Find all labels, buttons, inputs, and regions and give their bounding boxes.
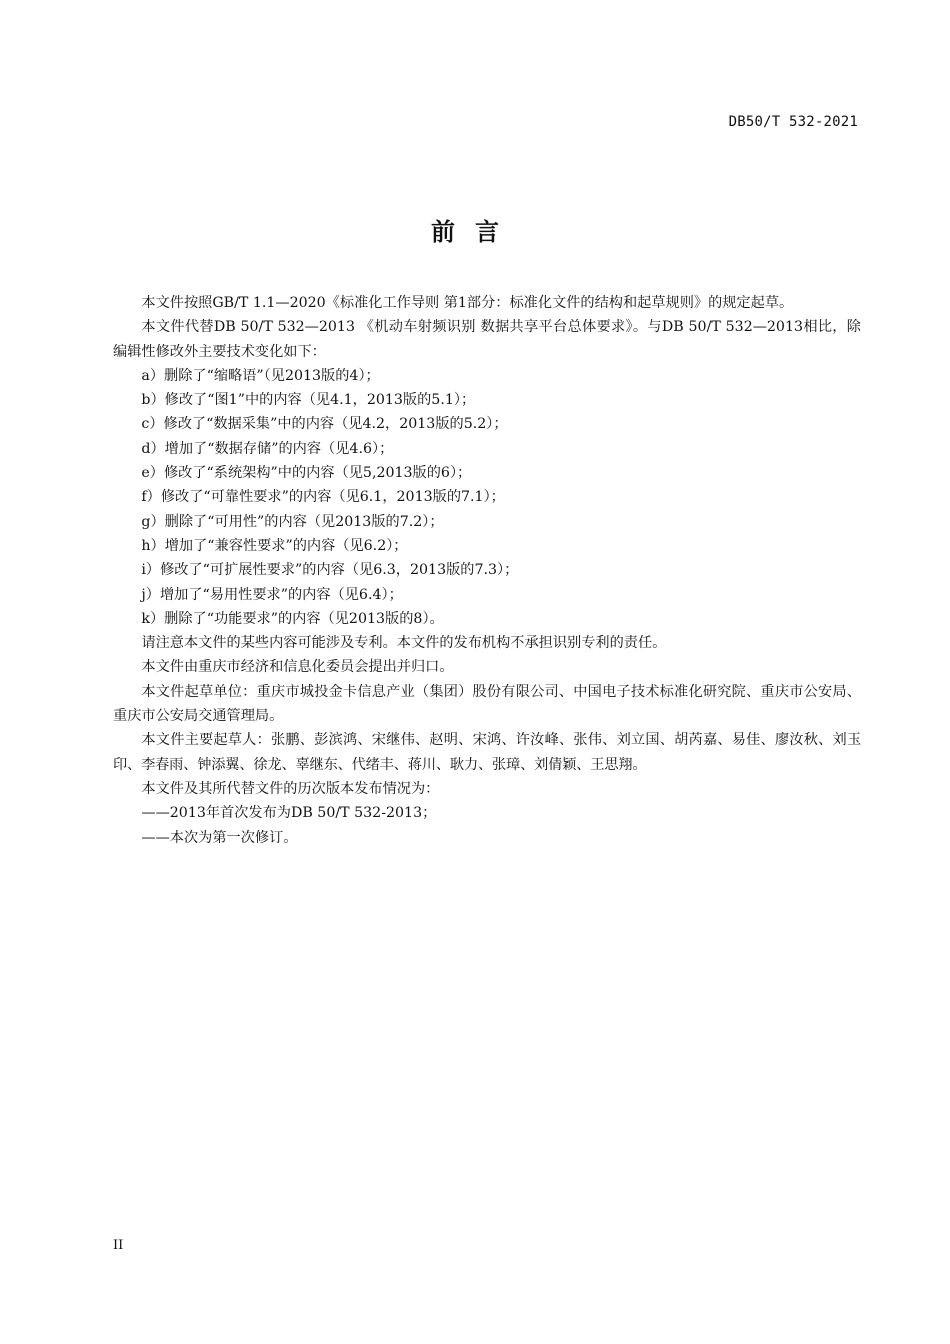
list-item: j）增加了“易用性要求”的内容（见6.4）； [141, 586, 403, 603]
basis-paragraph: 本文件按照GB/T 1.1—2020《标准化工作导则 第1部分：标准化文件的结构和起草规则》的规定起草。 [141, 295, 794, 311]
history-item: ——2013年首次发布为DB 50/T 532-2013； [141, 805, 437, 822]
drafting-units-paragraph: 本文件起草单位：重庆市城投金卡信息产业（集团）股份有限公司、中国电子技术标准化研究院、重庆市公安局、重庆市公安局交通管理局。 [113, 683, 861, 725]
list-item: i）修改了“可扩展性要求”的内容（见6.3，2013版的7.3）； [141, 562, 519, 579]
list-item: b）修改了“图1”中的内容（见4.1，2013版的5.1）； [141, 392, 476, 409]
list-item: d）增加了“数据存储”的内容（见4.6）； [141, 440, 394, 457]
replaces-paragraph: 本文件代替DB 50/T 532—2013 《机动车射频识别 数据共享平台总体要求》。与DB 50/T 532—2013相比，除编辑性修改外主要技术变化如下： [113, 319, 861, 360]
list-item: c）修改了“数据采集”中的内容（见4.2，2013版的5.2）； [141, 416, 508, 433]
list-item: k）删除了“功能要求”的内容（见2013版的8）。 [141, 610, 444, 627]
section-title: 前言 [431, 218, 519, 246]
list-item: e）修改了“系统架构”中的内容（见5,2013版的6）； [141, 465, 472, 482]
proposer-paragraph: 本文件由重庆市经济和信息化委员会提出并归口。 [141, 659, 454, 676]
drafters-paragraph: 本文件主要起草人：张鹏、彭滨鸿、宋继伟、赵明、宋鸿、许汝峰、张伟、刘立国、胡芮嘉、易佳、廖汝秋、刘玉印、李春雨、钟添翼、徐龙、辜继东、代绪丰、蒋川、耿力、张璋、刘倩颖、王思翔。 [113, 732, 861, 773]
changes-list [113, 364, 861, 631]
patent-notice: 请注意本文件的某些内容可能涉及专利。本文件的发布机构不承担识别专利的责任。 [141, 635, 667, 652]
document-id: DB50/T 532-2021 [728, 114, 858, 130]
page-number: II [113, 1238, 124, 1253]
list-item: f）修改了“可靠性要求”的内容（见6.1，2013版的7.1）； [141, 489, 505, 506]
foreword-body [113, 291, 861, 850]
history-intro: 本文件及其所代替文件的历次版本发布情况为： [141, 780, 440, 797]
list-item: h）增加了“兼容性要求”的内容（见6.2）； [141, 537, 408, 554]
list-item: g）删除了“可用性”的内容（见2013版的7.2）； [141, 513, 444, 530]
history-item: ——本次为第一次修订。 [141, 829, 298, 846]
list-item: a）删除了“缩略语”（见2013版的4）； [141, 367, 380, 384]
